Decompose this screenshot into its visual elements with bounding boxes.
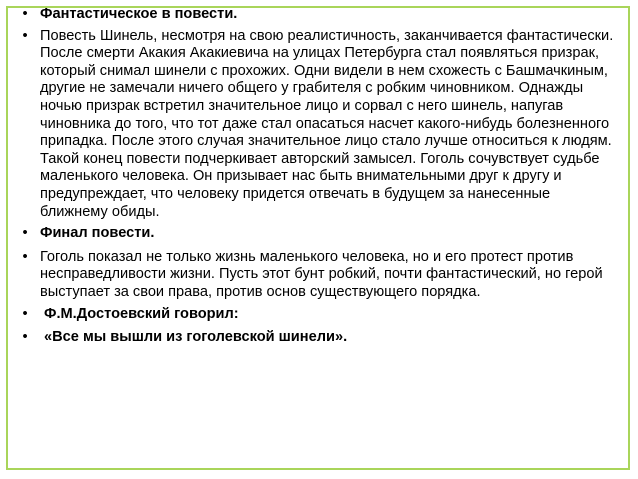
bullet-marker: • (22, 6, 28, 22)
bullet-marker: • (22, 305, 28, 322)
bullet-marker: • (22, 329, 28, 346)
bullet-marker: • (22, 27, 28, 44)
bullet-quote (18, 329, 618, 347)
bullet-heading-fantastic (18, 6, 618, 24)
bullet-list (18, 6, 618, 351)
heading-fantastic-text: Фантастическое в повести. (40, 6, 238, 22)
bullet-story-ending (18, 28, 618, 222)
protest-paragraph: Гоголь показал не только жизнь маленького человека, но и его протест против несправедливости жизни. Пусть этот бунт робкий, почти фантастический, но герой выступает за свои права, против основ существующего порядка. (40, 248, 603, 300)
bullet-dostoevsky (18, 306, 618, 324)
story-ending-paragraph: Повесть Шинель, несмотря на свою реалистичность, заканчивается фантастически. После смерти Акакия Акакиевича на улицах Петербурга стал появляться призрак, который снимал шинели с прохожих. Одни видели в нем схожесть с Башмачкиным, другие не замечали ничего общего у грабителя с робким чиновником. Однажды ночью призрак встретил значительное лицо и сорвал с него шинель, напугав чиновника до того, что тот даже стал опасаться насчет какого-нибудь болезненного припадка. После этого случая значительное лицо стало лучше относиться к людям. Такой конец повести подчеркивает авторский замысел. Гоголь сочувствует судьбе маленького человека. Он призывает нас быть внимательными друг к другу и предупреждает, что человеку придется отвечать в будущем за нанесенные ближнему обиды. (40, 27, 614, 220)
dostoevsky-said-text: Ф.М.Достоевский говорил: (44, 305, 239, 322)
heading-final-text: Финал повести. (40, 225, 155, 242)
bullet-marker: • (22, 225, 28, 242)
quote-text: «Все мы вышли из гоголевской шинели». (44, 329, 348, 346)
bullet-marker: • (22, 248, 28, 265)
bullet-heading-final (18, 225, 618, 243)
bullet-protest (18, 249, 618, 302)
